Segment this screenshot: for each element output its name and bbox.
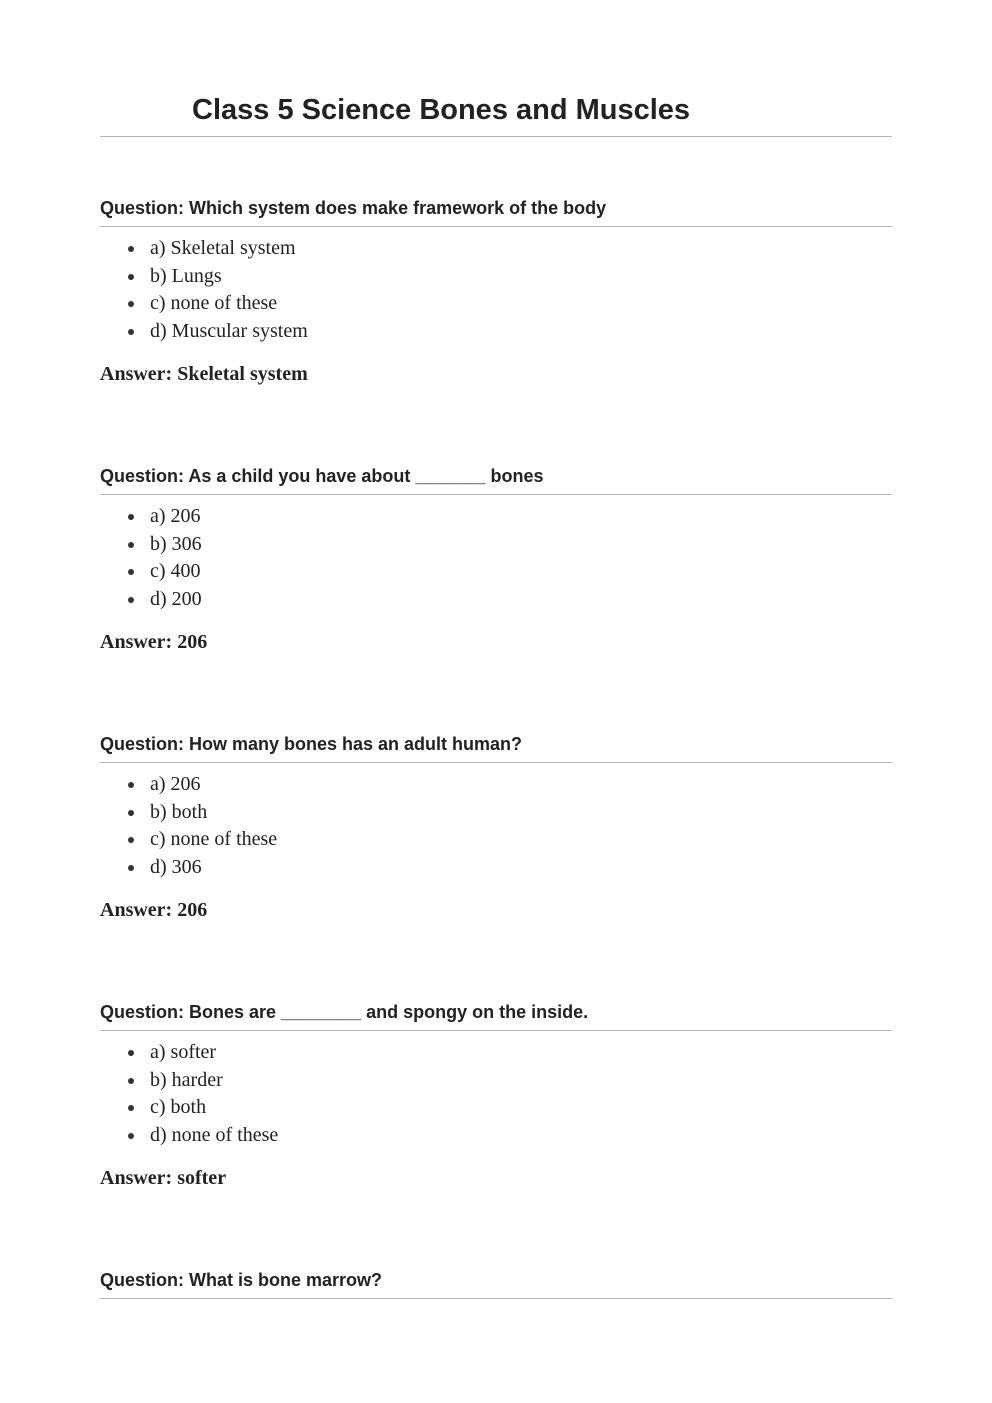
option-item <box>100 1094 892 1122</box>
question-block <box>100 464 892 656</box>
option-item <box>100 799 892 827</box>
option-text: b) both <box>150 800 208 823</box>
option-text: b) harder <box>150 1068 223 1091</box>
option-text: d) none of these <box>150 1123 279 1146</box>
option-item <box>100 771 892 799</box>
option-item <box>100 826 892 854</box>
option-item <box>100 558 892 586</box>
page-title: Class 5 Science Bones and Muscles <box>192 94 691 126</box>
answer-text: Answer: Skeletal system <box>100 363 308 385</box>
options-list <box>100 1039 892 1149</box>
question-block <box>100 1268 892 1299</box>
option-text: a) 206 <box>150 505 201 527</box>
bullet-icon <box>128 301 134 307</box>
option-text: b) 306 <box>150 532 202 555</box>
option-text: d) 306 <box>150 855 202 878</box>
question-block <box>100 196 892 388</box>
bullet-icon <box>128 782 134 788</box>
option-text: a) softer <box>150 1041 217 1063</box>
option-text: c) none of these <box>150 292 278 314</box>
option-text: d) Muscular system <box>150 319 308 342</box>
bullet-icon <box>128 1078 134 1084</box>
option-text: d) 200 <box>150 587 202 610</box>
option-item <box>100 235 892 263</box>
question-heading: Question: Bones are ________ and spongy on the inside. <box>100 1000 892 1031</box>
option-item <box>100 318 892 346</box>
bullet-icon <box>128 274 134 280</box>
option-text: a) Skeletal system <box>150 237 296 259</box>
question-block <box>100 1000 892 1192</box>
answer-text: Answer: softer <box>100 1167 227 1189</box>
option-text: c) both <box>150 1096 207 1118</box>
option-item <box>100 1039 892 1067</box>
bullet-icon <box>128 837 134 843</box>
options-list <box>100 235 892 345</box>
option-item <box>100 854 892 882</box>
bullet-icon <box>128 597 134 603</box>
option-item <box>100 586 892 614</box>
bullet-icon <box>128 514 134 520</box>
option-item <box>100 263 892 291</box>
option-item <box>100 531 892 559</box>
bullet-icon <box>128 246 134 252</box>
option-item <box>100 503 892 531</box>
bullet-icon <box>128 810 134 816</box>
bullet-icon <box>128 1105 134 1111</box>
question-block <box>100 732 892 924</box>
bullet-icon <box>128 865 134 871</box>
bullet-icon <box>128 542 134 548</box>
bullet-icon <box>128 1050 134 1056</box>
option-text: c) none of these <box>150 828 278 850</box>
bullet-icon <box>128 329 134 335</box>
question-heading: Question: How many bones has an adult human? <box>100 732 892 763</box>
options-list <box>100 503 892 613</box>
option-item <box>100 1067 892 1095</box>
question-heading: Question: What is bone marrow? <box>100 1268 892 1299</box>
question-heading: Question: Which system does make framework of the body <box>100 196 892 227</box>
option-text: c) 400 <box>150 560 201 582</box>
option-text: a) 206 <box>150 773 201 795</box>
bullet-icon <box>128 1133 134 1139</box>
title-divider <box>100 136 892 137</box>
options-list <box>100 771 892 881</box>
answer-text: Answer: 206 <box>100 899 208 921</box>
question-heading: Question: As a child you have about _______ bones <box>100 464 892 495</box>
option-item <box>100 290 892 318</box>
answer-text: Answer: 206 <box>100 631 208 653</box>
option-text: b) Lungs <box>150 264 222 287</box>
bullet-icon <box>128 569 134 575</box>
option-item <box>100 1122 892 1150</box>
